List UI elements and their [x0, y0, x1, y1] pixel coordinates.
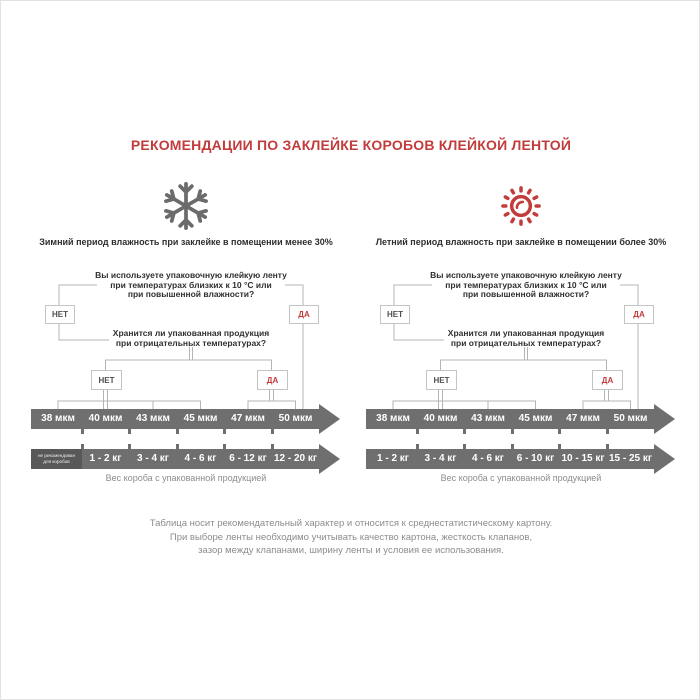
- weight-label: 3 - 4 кг: [137, 453, 169, 464]
- weight-label: 3 - 4 кг: [424, 453, 457, 464]
- thickness-label: 38 мкм: [376, 413, 410, 424]
- weight-label: 12 - 20 кг: [273, 453, 318, 464]
- not-recommended-segment: не рекомендован для коробов: [31, 449, 82, 469]
- scale-tick: [176, 429, 179, 434]
- weight-label: 1 - 2 кг: [377, 453, 409, 464]
- question-tape-usage: Вы используете упаковочную клейкую ленту при температурах близких к 10 °С или при повышенной влажности?: [95, 270, 287, 299]
- disclaimer-text: Таблица носит рекомендательный характер и относится к среднестатистическому картону. При выборе ленты необходимо учитывать качество картона, жесткость клапанов, зазор между клапанами, ширину ленты и условия ее использования.: [149, 518, 553, 556]
- page-title: РЕКОМЕНДАЦИИ ПО ЗАКЛЕЙКЕ КОРОБОВ КЛЕЙКОЙ ЛЕНТОЙ: [130, 137, 572, 153]
- answer-no-box: НЕТ: [91, 370, 122, 390]
- question-cold-storage: Хранится ли упакованная продукция при отрицательных температурах?: [447, 328, 605, 348]
- scale-tick: [271, 429, 274, 434]
- thickness-label: 47 мкм: [566, 413, 600, 424]
- weight-caption: Вес короба с упакованной продукцией: [440, 473, 602, 483]
- weight-label: 1 - 2 кг: [89, 453, 122, 464]
- question-cold-storage: Хранится ли упакованная продукция при отрицательных температурах?: [112, 328, 270, 348]
- thickness-label: 50 мкм: [278, 413, 313, 424]
- thickness-label: 43 мкм: [136, 413, 170, 424]
- thickness-label: 40 мкм: [88, 413, 123, 424]
- weight-caption: Вес короба с упакованной продукцией: [105, 473, 267, 483]
- box-weight-scale: [31, 449, 319, 469]
- arrow-head: [654, 404, 675, 434]
- weight-label: 4 - 6 кг: [472, 453, 504, 464]
- weight-label: 4 - 6 кг: [184, 453, 217, 464]
- snowflake-icon: [158, 178, 214, 234]
- box-weight-scale: [366, 449, 654, 469]
- winter-subtitle: Зимний период влажность при заклейке в помещении менее 30%: [39, 237, 333, 247]
- tape-thickness-scale: [31, 409, 319, 429]
- scale-tick: [128, 429, 131, 434]
- weight-label: 10 - 15 кг: [561, 453, 605, 464]
- answer-yes-box: ДА: [592, 370, 623, 390]
- scale-tick: [511, 429, 514, 434]
- thickness-label: 40 мкм: [423, 413, 458, 424]
- thickness-label: 47 мкм: [231, 413, 265, 424]
- answer-no-box: НЕТ: [380, 305, 410, 324]
- thickness-label: 38 мкм: [41, 413, 75, 424]
- summer-flowchart: [366, 263, 676, 493]
- sun-icon: [493, 178, 549, 234]
- scale-tick: [416, 429, 419, 434]
- scale-tick: [463, 429, 466, 434]
- question-tape-usage: Вы используете упаковочную клейкую ленту при температурах близких к 10 °С или при повышенной влажности?: [430, 270, 622, 299]
- winter-flowchart: [31, 263, 341, 493]
- answer-yes-box: ДА: [289, 305, 319, 324]
- arrow-head: [319, 404, 340, 434]
- scale-tick: [558, 429, 561, 434]
- thickness-label: 50 мкм: [613, 413, 648, 424]
- weight-label: 6 - 12 кг: [229, 453, 267, 464]
- weight-label: 15 - 25 кг: [608, 453, 653, 464]
- answer-no-box: НЕТ: [426, 370, 457, 390]
- tape-thickness-scale: [366, 409, 654, 429]
- scale-tick: [223, 429, 226, 434]
- scale-tick: [81, 429, 84, 434]
- weight-label: 6 - 10 кг: [516, 453, 555, 464]
- answer-yes-box: ДА: [624, 305, 654, 324]
- arrow-head: [319, 444, 340, 474]
- arrow-head: [654, 444, 675, 474]
- scale-tick: [606, 429, 609, 434]
- thickness-label: 43 мкм: [471, 413, 505, 424]
- thickness-label: 45 мкм: [183, 413, 218, 424]
- answer-no-box: НЕТ: [45, 305, 75, 324]
- thickness-label: 45 мкм: [518, 413, 553, 424]
- summer-subtitle: Летний период влажность при заклейке в помещении более 30%: [375, 237, 667, 247]
- answer-yes-box: ДА: [257, 370, 288, 390]
